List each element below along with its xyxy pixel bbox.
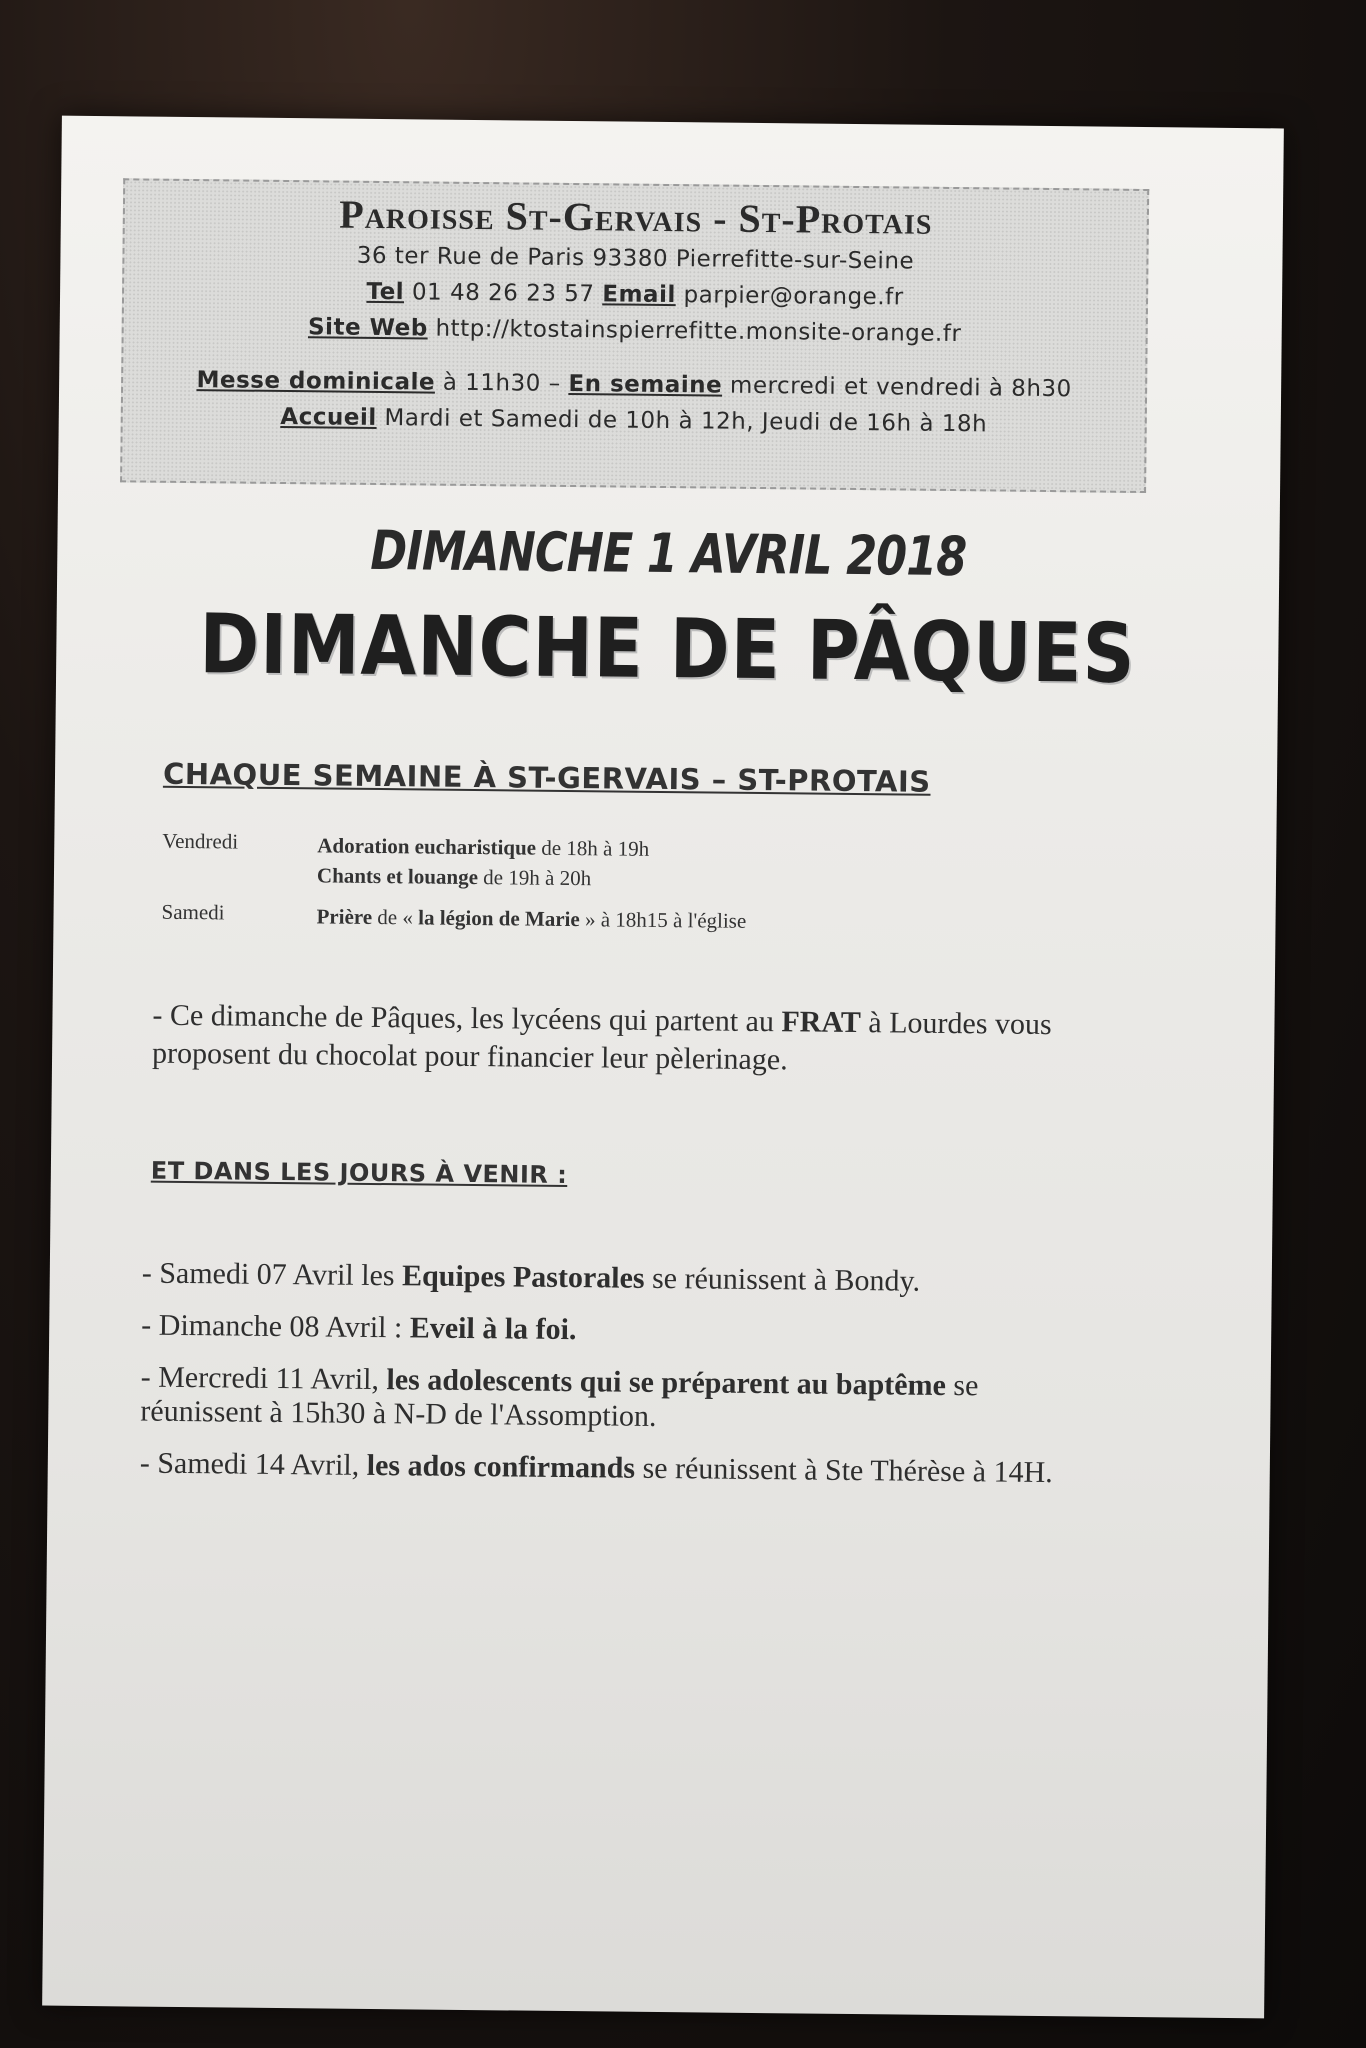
list-item: - Dimanche 08 Avril : Eveil à la foi.: [141, 1308, 577, 1347]
schedule-day: Vendredi: [162, 828, 239, 854]
welcome-label: Accueil: [280, 403, 377, 431]
upcoming-list: [139, 1257, 1101, 1509]
website-label: Site Web: [307, 314, 428, 342]
schedule-entry: Prière de « la légion de Marie » à 18h15 à l'église: [316, 904, 747, 933]
list-item: - Samedi 07 Avril les Equipes Pastorales se réunissent à Bondy.: [141, 1256, 921, 1298]
schedule-entry: Adoration eucharistique de 18h à 19h: [317, 833, 650, 861]
list-item: - Mercredi 11 Avril, les adolescents qui se préparent au baptême se réunissent à 15h30 à N-D de l'Assomption.: [140, 1360, 979, 1433]
tel-label: Tel: [366, 278, 405, 306]
parish-address: 36 ter Rue de Paris 93380 Pierrefitte-sur-Seine: [356, 242, 915, 275]
main-title: DIMANCHE DE PÂQUES: [198, 597, 1136, 702]
schedule-day: Samedi: [161, 899, 225, 925]
weekly-schedule-heading: CHAQUE SEMAINE À ST-GERVAIS – ST-PROTAIS: [162, 756, 931, 799]
parish-header-box: [120, 178, 1149, 493]
schedule-entry: Chants et louange de 19h à 20h: [316, 863, 592, 891]
welcome-value: Mardi et Samedi de 10h à 12h, Jeudi de 16h à 18h: [384, 405, 988, 438]
parish-name: Paroisse St-Gervais - St-Protais: [339, 191, 933, 243]
tel-value: 01 48 26 23 57: [411, 279, 595, 308]
weekday-value: mercredi et vendredi à 8h30: [729, 372, 1072, 403]
email-label: Email: [602, 281, 676, 309]
weekday-label: En semaine: [568, 370, 723, 399]
date-title: DIMANCHE 1 AVRIL 2018: [370, 518, 967, 589]
mass-label: Messe dominicale: [196, 367, 436, 396]
parish-leaflet: [42, 116, 1284, 2019]
website-url: http://ktostainspierrefitte.monsite-orange.fr: [435, 315, 962, 348]
mass-value: à 11h30 –: [442, 369, 561, 397]
list-item: - Samedi 14 Avril, les ados confirmands se réunissent à Ste Thérèse à 14H.: [139, 1446, 1053, 1490]
upcoming-heading: ET DANS LES JOURS À VENIR :: [150, 1156, 568, 1190]
frat-announcement: - Ce dimanche de Pâques, les lycéens qui partent au FRAT à Lourdes vous proposent du chocolat pour financier leur pèlerinage.: [151, 998, 1052, 1077]
email-value: parpier@orange.fr: [683, 282, 904, 311]
